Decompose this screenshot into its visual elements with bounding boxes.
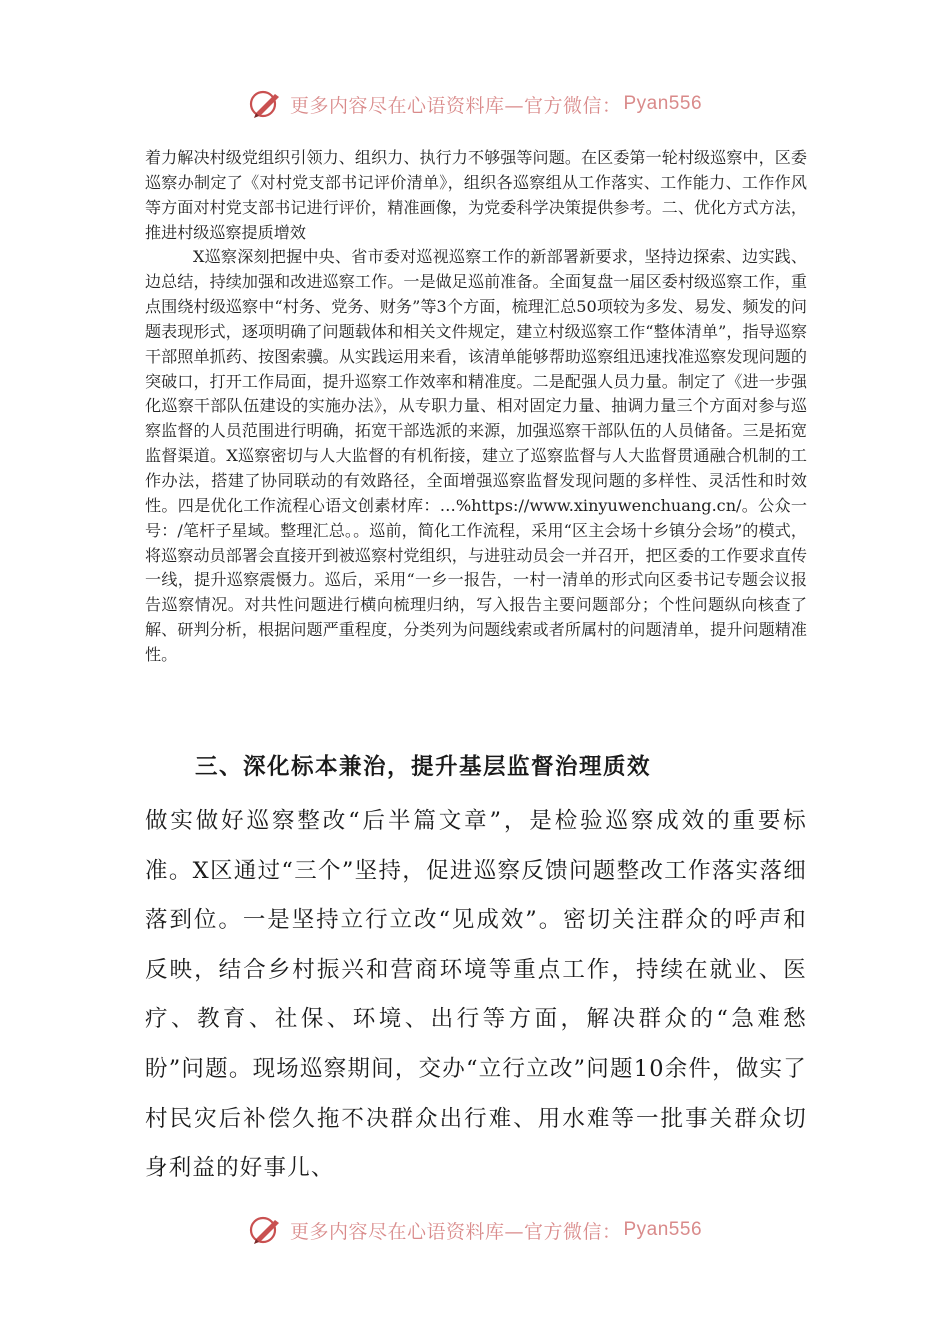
paragraph: 着力解决村级党组织引领力、组织力、执行力不够强等问题。在区委第一轮村级巡察中，区委巡察办制定了《对村党支部书记评价清单》，组织各巡察组从工作落实、工作能力、工作作风等方面对村党支部书记进行评价，精准画像，为党委科学决策提供参考。二、优化方式方法，推进村级巡察提质增效 [145, 148, 807, 242]
pen-logo-icon [248, 1213, 284, 1247]
watermark-wechat-id: Pyan556 [623, 93, 703, 114]
section-heading: 三、深化标本兼治，提升基层监督治理质效 [195, 754, 652, 780]
watermark-text: 更多内容尽在心语资料库—官方微信： [289, 94, 622, 117]
watermark-text: 更多内容尽在心语资料库—官方微信： [289, 1220, 622, 1243]
pen-logo-icon [248, 87, 284, 121]
watermark-header [0, 84, 950, 124]
watermark-footer [0, 1210, 950, 1250]
body-text-large: 做实做好巡察整改“后半篇文章”，是检验巡察成效的重要标准。X区通过“三个”坚持，促进巡察反馈问题整改工作落实落细落到位。一是坚持立行立改“见成效”。密切关注群众的呼声和反映，结合乡村振兴和营商环境等重点工作，持续在就业、医疗、教育、社保、环境、出行等方面，解决群众的“急难愁盼”问题。现场巡察期间，交办“立行立改”问题10余件，做实了村民灾后补偿久拖不决群众出行难、用水难等一批事关群众切身利益的好事儿、 [145, 808, 807, 1182]
watermark-wechat-id: Pyan556 [623, 1219, 703, 1240]
body-text-small [145, 146, 807, 668]
paragraph: X巡察深刻把握中央、省市委对巡视巡察工作的新部署新要求，坚持边探索、边实践、边总结，持续加强和改进巡察工作。一是做足巡前准备。全面复盘一届区委村级巡察工作，重点围绕村级巡察中“村务、党务、财务”等3个方面，梳理汇总50项较为多发、易发、频发的问题表现形式，逐项明确了问题载体和相关文件规定，建立村级巡察工作“整体清单”，指导巡察干部照单抓药、按图索骥。从实践运用来看，该清单能够帮助巡察组迅速找准巡察发现问题的突破口，打开工作局面，提升巡察工作效率和精准度。二是配强人员力量。制定了《进一步强化巡察干部队伍建设的实施办法》，从专职力量、相对固定力量、抽调力量三个方面对参与巡察监督的人员范围进行明确，拓宽干部选派的来源，加强巡察干部队伍的人员储备。三是拓宽监督渠道。X巡察密切与人大监督的有机衔接，建立了巡察监督与人大监督贯通融合机制的工作办法，搭建了协同联动的有效路径，全面增强巡察监督发现问题的多样性、灵活性和时效性。四是优化工作流程心语文创素材库：…%https://www.xinyuwenchuang.cn/。公众一号：/笔杆子星域。整理汇总。。巡前，简化工作流程，采用“区主会场十乡镇分会场”的模式，将巡察动员部署会直接开到被巡察村党组织，与进驻动员会一并召开，把区委的工作要求直传一线，提升巡察震慑力。巡后，采用“一乡一报告，一村一清单的形式向区委书记专题会议报告巡察情况。对共性问题进行横向梳理归纳，写入报告主要问题部分；个性问题纵向核查了解、研判分析，根据问题严重程度，分类列为问题线索或者所属村的问题清单，提升问题精准性。 [145, 247, 807, 664]
